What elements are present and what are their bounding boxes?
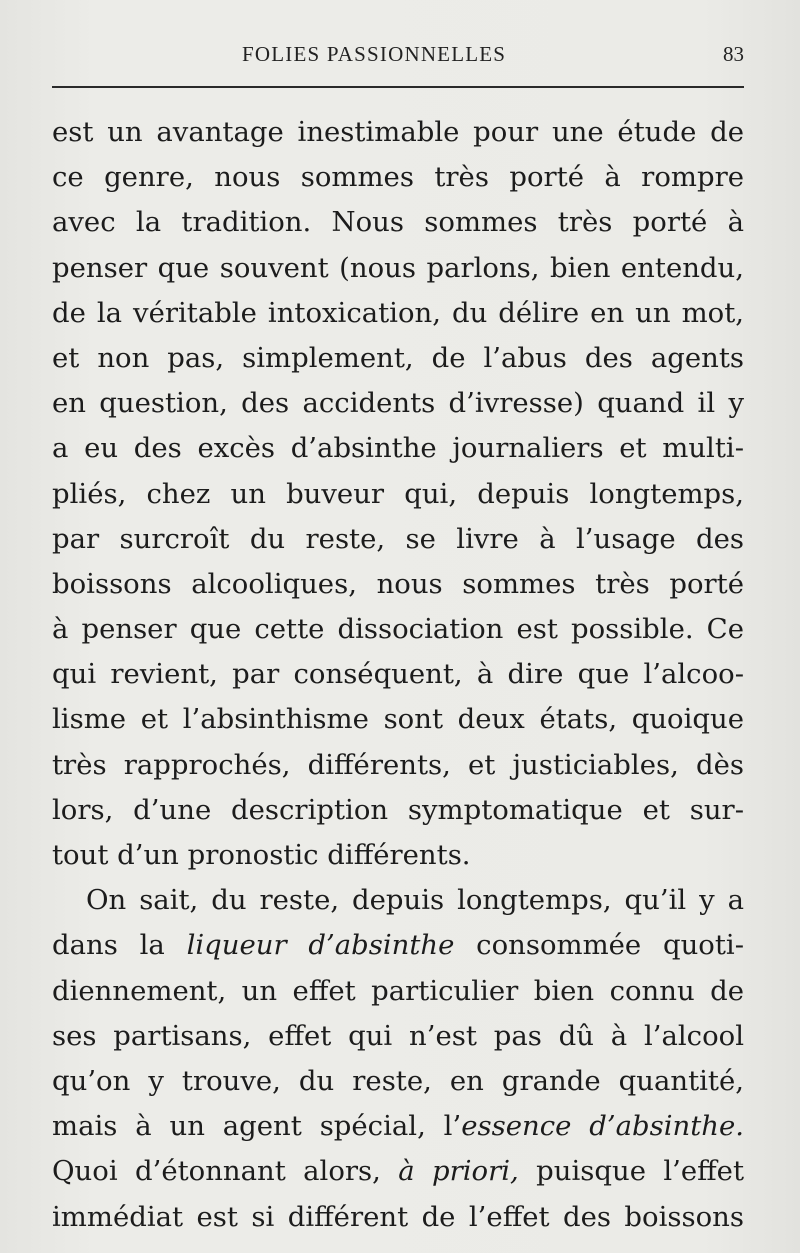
text-line (52, 1149, 744, 1194)
text-run: puisque l’effet (518, 1155, 745, 1188)
italic-term: liqueur d’absinthe (186, 929, 455, 962)
running-title: FOLIES PASSIONNELLES (242, 42, 507, 66)
text-line (52, 923, 744, 968)
text-line: qu’on y trouve, du reste, en grande quantité, (52, 1064, 744, 1097)
text-line: qui revient, par conséquent, à dire que l’alcoo- (52, 658, 744, 691)
text-line: pliés, chez un buveur qui, depuis longtemps, (52, 477, 744, 510)
text-line: avec la tradition. Nous sommes très porté à (52, 206, 744, 239)
text-line: ses partisans, effet qui n’est pas dû à l’alcool (52, 1019, 744, 1052)
text-line: très rapprochés, différents, et justiciables, dès (52, 748, 744, 781)
text-run: Quoi d’étonnant alors, (52, 1155, 399, 1188)
text-line: de la véritable intoxication, du délire en un mot, (52, 296, 744, 329)
text-line: par surcroît du reste, se livre à l’usage des (52, 522, 744, 555)
text-run: dans la (52, 929, 187, 962)
text-run: mais à un agent spécial, l’ (52, 1110, 462, 1143)
text-line: est un avantage inestimable pour une étude de (52, 116, 744, 148)
text-line: boissons alcooliques, nous sommes très porté (52, 567, 744, 600)
text-line: a eu des excès d’absinthe journaliers et multi- (52, 432, 744, 465)
text-line: ce genre, nous sommes très porté à rompre (52, 161, 744, 194)
text-run: consommée quoti- (454, 929, 744, 962)
header-rule (52, 86, 744, 88)
italic-term: à priori, (398, 1155, 519, 1188)
text-line (52, 1104, 744, 1149)
page-header (52, 38, 744, 78)
page-number: 83 (723, 42, 744, 66)
text-line: à penser que cette dissociation est possible. Ce (52, 613, 744, 646)
text-line: penser que souvent (nous parlons, bien entendu, (52, 251, 744, 284)
body-text (52, 110, 744, 1240)
text-line: lors, d’une description symptomatique et sur- (52, 793, 744, 826)
text-line: et non pas, simplement, de l’abus des agents (52, 341, 744, 374)
text-line: diennement, un effet particulier bien connu de (52, 974, 744, 1007)
paragraph-start-line: On sait, du reste, depuis longtemps, qu’il y a (86, 884, 744, 917)
text-line: immédiat est si différent de l’effet des boissons (52, 1200, 744, 1233)
text-line: tout d’un pronostic différents. (52, 839, 471, 871)
text-line: lisme et l’absinthisme sont deux états, quoique (52, 703, 744, 736)
italic-term: essence d’absinthe. (461, 1110, 744, 1143)
text-line: en question, des accidents d’ivresse) quand il y (52, 387, 744, 420)
